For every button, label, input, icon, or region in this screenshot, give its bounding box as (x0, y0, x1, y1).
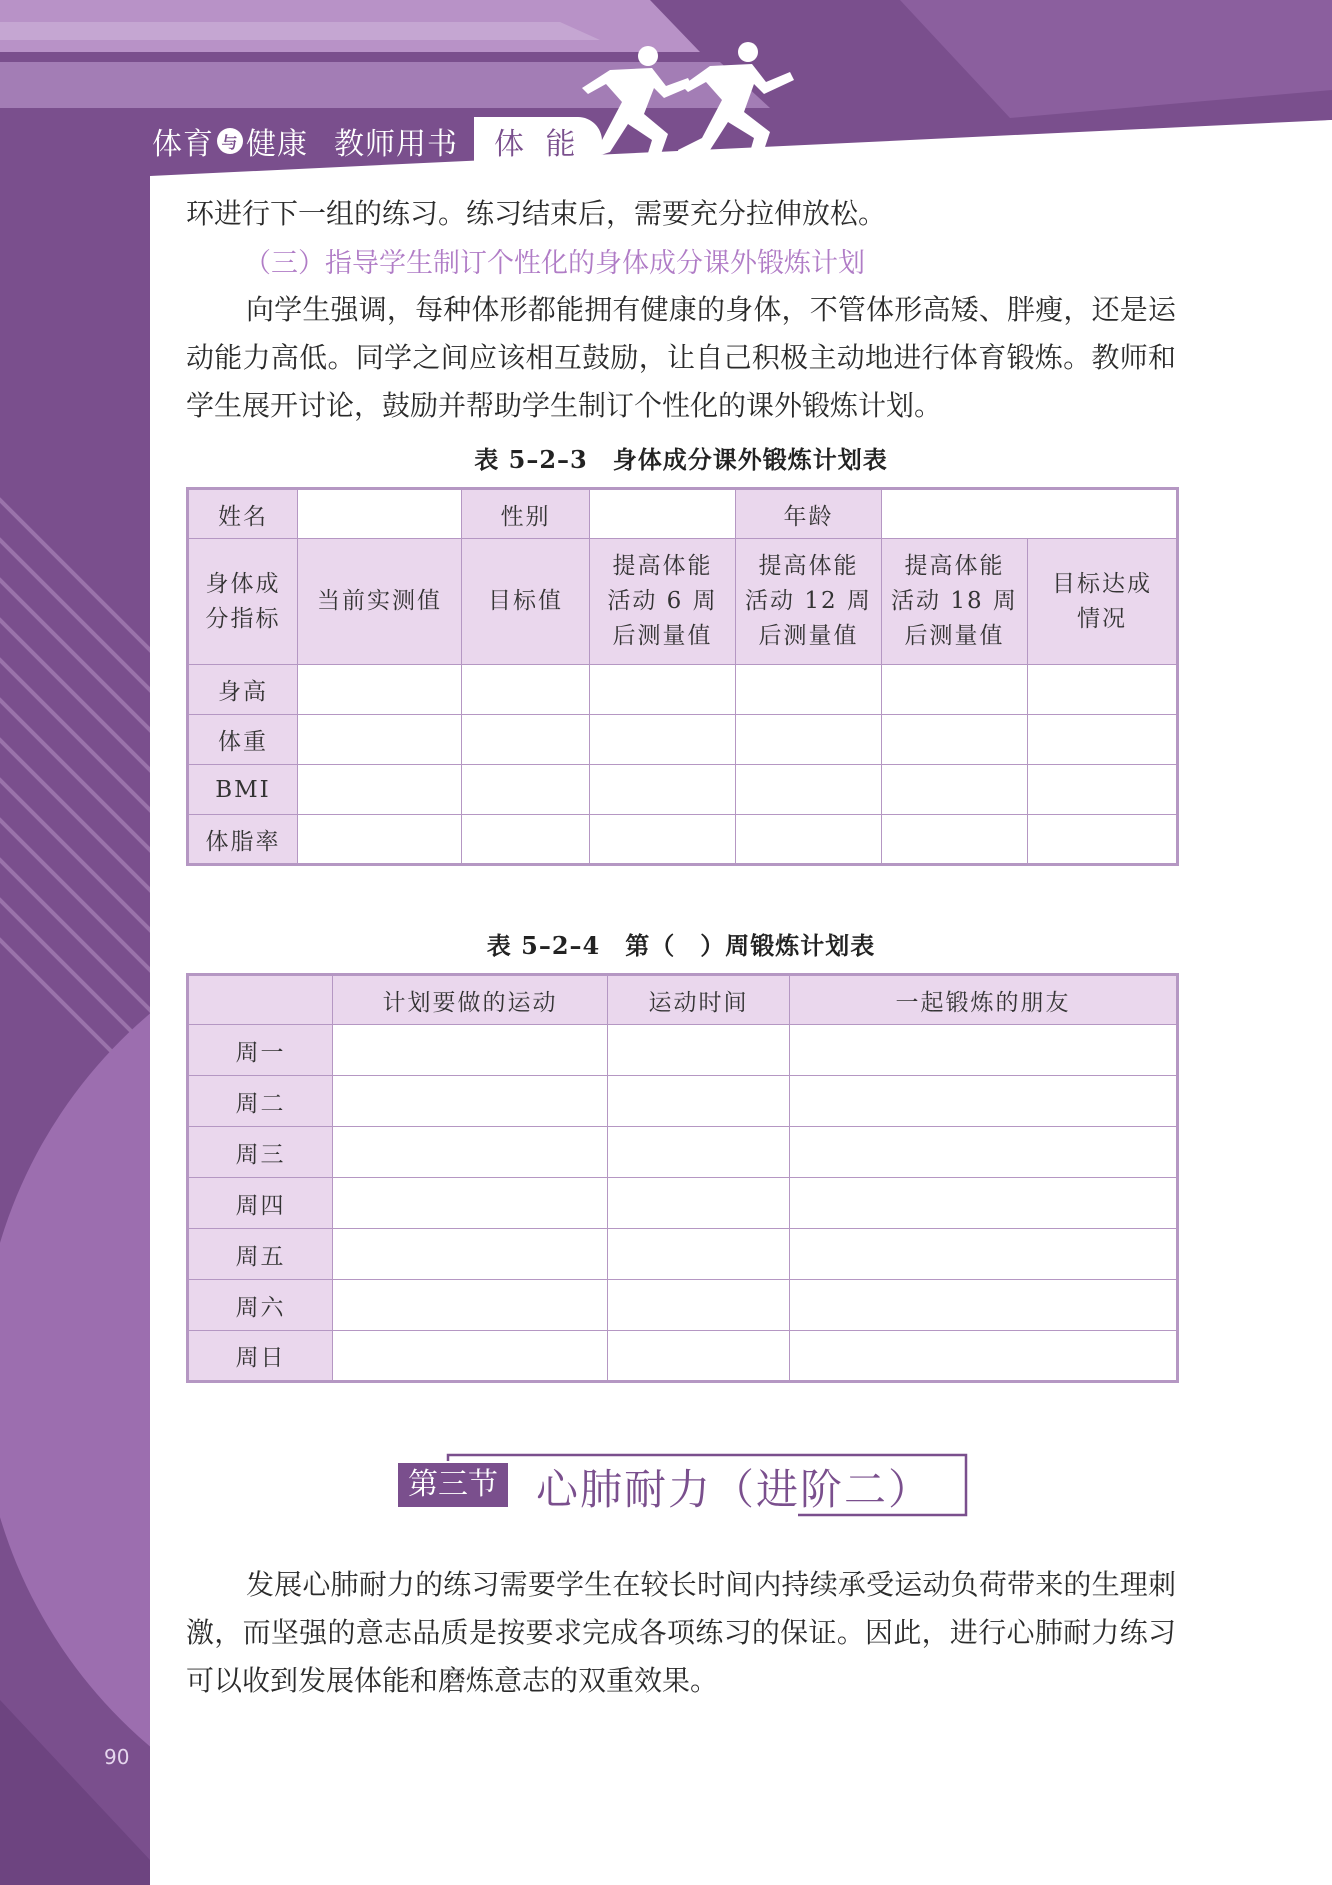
book-title-part1: 体育 (152, 127, 214, 162)
body-composition-plan-table (186, 487, 1179, 866)
row-label-weight: 体重 (188, 715, 298, 765)
row-label-bmi: BMI (188, 765, 298, 815)
row-label-sunday: 周日 (188, 1331, 333, 1382)
col-day (188, 975, 333, 1025)
table-row (188, 665, 1178, 715)
book-title-part2: 健康 (246, 127, 308, 162)
section-title: 心肺耐力（进阶二） (536, 1465, 933, 1514)
table-row (188, 1178, 1178, 1229)
row-label-tuesday: 周二 (188, 1076, 333, 1127)
col-exercise-friends: 一起锻炼的朋友 (790, 975, 1178, 1025)
book-title-part3: 教师用书 (334, 127, 458, 162)
col-target-value: 目标值 (462, 539, 590, 665)
row-label-thursday: 周四 (188, 1178, 333, 1229)
table1-caption: 表 5–2–3 身体成分课外锻炼计划表 (474, 445, 888, 474)
section-heading (398, 1453, 1176, 1517)
col-current-value: 当前实测值 (298, 539, 462, 665)
name-cell[interactable] (298, 489, 462, 539)
yu-circle-icon: 与 (217, 128, 243, 154)
row-label-friday: 周五 (188, 1229, 333, 1280)
page-number: 90 (104, 1745, 130, 1769)
paragraph-continuation: 环进行下一组的练习。练习结束后，需要充分拉伸放松。 (186, 197, 887, 230)
name-label: 姓名 (188, 489, 298, 539)
table-row (188, 1127, 1178, 1178)
row-label-body-fat: 体脂率 (188, 815, 298, 865)
age-label: 年龄 (736, 489, 882, 539)
col-week18: 提高体能 活动 18 周 后测量值 (882, 539, 1028, 665)
table1-info-row (188, 489, 1178, 539)
col-week6: 提高体能 活动 6 周 后测量值 (590, 539, 736, 665)
table1-header-row (188, 539, 1178, 665)
table-row (188, 1280, 1178, 1331)
left-decorative-band (0, 0, 150, 1885)
table-row (188, 1025, 1178, 1076)
weekly-plan-table (186, 973, 1179, 1383)
paragraph-cardio: 发展心肺耐力的练习需要学生在较长时间内持续承受运动负荷带来的生理刺激，而坚强的意志品质是按要求完成各项练习的保证。因此，进行心肺耐力练习可以收到发展体能和磨炼意志的双重效果。 (186, 1568, 1176, 1697)
paragraph-intro: 向学生强调，每种体形都能拥有健康的身体，不管体形高矮、胖瘦，还是运动能力高低。同学之间应该相互鼓励，让自己积极主动地进行体育锻炼。教师和学生展开讨论，鼓励并帮助学生制订个性化的课外锻炼计划。 (186, 293, 1176, 422)
table-row (188, 715, 1178, 765)
gender-label: 性别 (462, 489, 590, 539)
gender-cell[interactable] (590, 489, 736, 539)
row-label-monday: 周一 (188, 1025, 333, 1076)
table-row (188, 1076, 1178, 1127)
table-row (188, 815, 1178, 865)
subsection-heading: （三）指导学生制订个性化的身体成分课外锻炼计划 (244, 248, 865, 279)
table2-caption: 表 5–2–4 第（ ）周锻炼计划表 (486, 931, 876, 960)
row-label-wednesday: 周三 (188, 1127, 333, 1178)
page-content (186, 190, 1176, 1705)
age-cell[interactable] (882, 489, 1178, 539)
section-number-badge: 第三节 (398, 1463, 508, 1507)
table2-header-row (188, 975, 1178, 1025)
table-row (188, 1229, 1178, 1280)
diagonal-stripes (0, 0, 150, 1885)
col-exercise-time: 运动时间 (608, 975, 790, 1025)
row-label-saturday: 周六 (188, 1280, 333, 1331)
volume-badge: 体 能 (474, 117, 602, 165)
col-planned-exercise: 计划要做的运动 (333, 975, 608, 1025)
col-week12: 提高体能 活动 12 周 后测量值 (736, 539, 882, 665)
row-label-height: 身高 (188, 665, 298, 715)
table-row (188, 1331, 1178, 1382)
col-indicator: 身体成 分指标 (188, 539, 298, 665)
book-title (152, 118, 602, 164)
runners-icon (570, 42, 810, 172)
col-goal-status: 目标达成 情况 (1028, 539, 1178, 665)
table-row (188, 765, 1178, 815)
